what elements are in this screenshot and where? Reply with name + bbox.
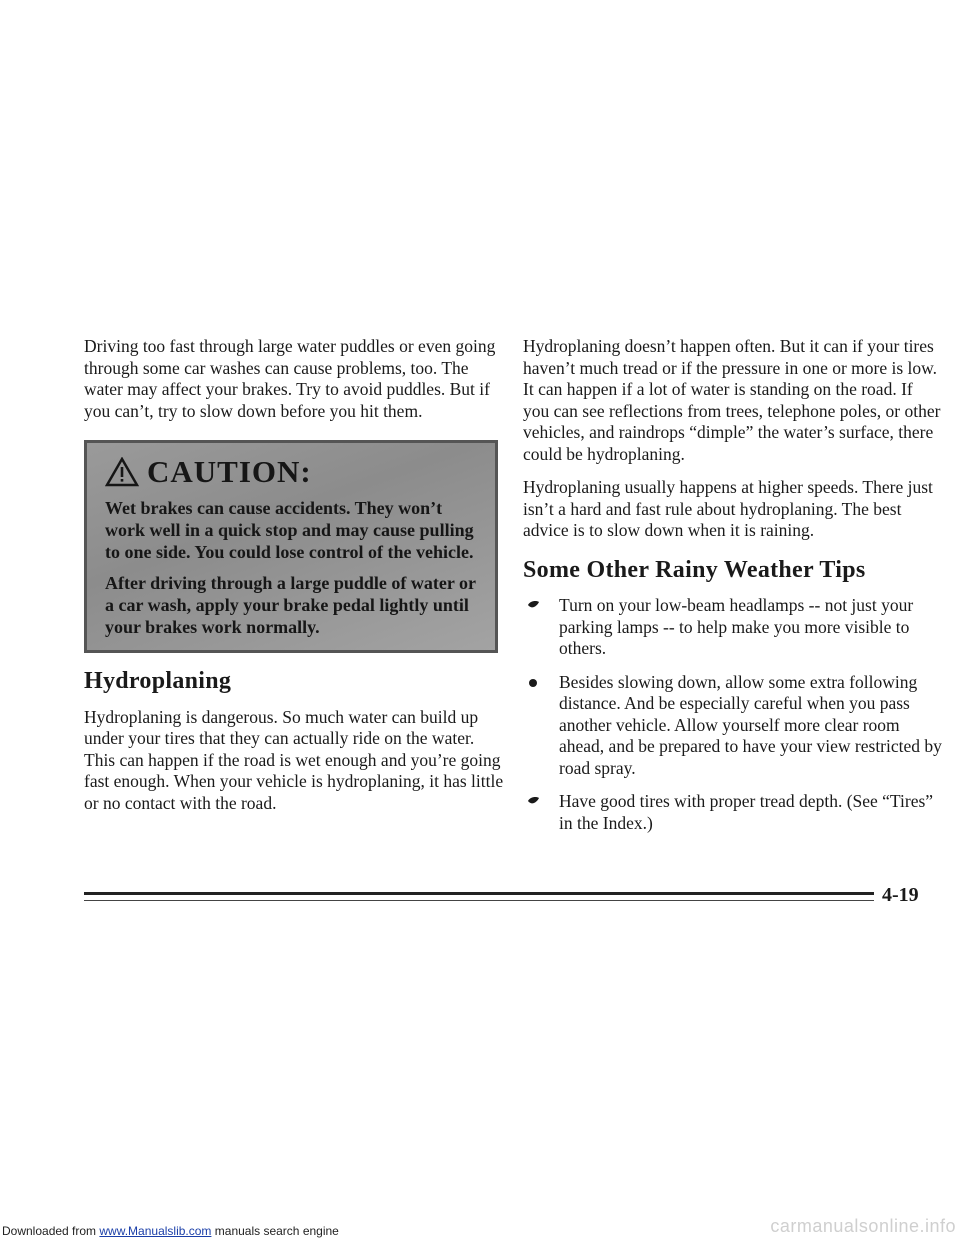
- tips-list: [523, 595, 943, 834]
- caution-title: CAUTION:: [147, 454, 312, 490]
- footer-rule-thin: [84, 900, 874, 901]
- download-footer: [2, 1224, 339, 1238]
- hydroplaning-paragraph: Hydroplaning is dangerous. So much water can build up under your tires that they can actually ride on the water. This can happen if the road is wet enough and you’re going fast enough. When your vehicle is hydroplaning, it has little or no contact with the road.: [84, 706, 504, 813]
- footer-rule-thick: [84, 892, 874, 895]
- bullet-icon: [527, 600, 540, 610]
- watermark: carmanualsonline.info: [770, 1216, 956, 1236]
- intro-paragraph: Driving too fast through large water puddles or even going through some car washes can cause problems, too. The water may affect your brakes. Try to avoid puddles. But if you can’t, try to slow down before you hit them.: [84, 336, 496, 421]
- list-item: [523, 791, 943, 834]
- footer-suffix: manuals search engine: [211, 1224, 339, 1238]
- list-item: [523, 672, 943, 780]
- hydroplaning-heading: Hydroplaning: [84, 668, 232, 694]
- list-item: [523, 595, 943, 660]
- tip-text-3: Have good tires with proper tread depth. (See “Tires” in the Index.): [559, 791, 934, 833]
- caution-paragraph-1: Wet brakes can cause accidents. They won’t work well in a quick stop and may cause pulling to one side. You could lose control of the vehicle.: [105, 498, 474, 562]
- right-paragraph-1: Hydroplaning doesn’t happen often. But it can if your tires haven’t much tread or if the pressure in one or more is low. It can happen if a lot of water is standing on the road. If you can see reflections from trees, telephone poles, or other vehicles, and raindrops “dimple” the water’s surface, there could be hydroplaning.: [523, 336, 941, 464]
- tip-text-1: Turn on your low-beam headlamps -- not just your parking lamps -- to help make you more visible to others.: [559, 595, 914, 658]
- rainy-tips-heading: Some Other Rainy Weather Tips: [523, 556, 866, 583]
- left-column: [84, 336, 504, 826]
- right-paragraph-2: Hydroplaning usually happens at higher speeds. There just isn’t a hard and fast rule about hydroplaning. The best advice is to slow down when it is raining.: [523, 477, 933, 540]
- caution-header: [105, 454, 477, 490]
- caution-paragraph-2: After driving through a large puddle of water or a car wash, apply your brake pedal lightly until your brakes work normally.: [105, 573, 476, 637]
- right-column: [523, 336, 943, 846]
- page-number: 4-19: [882, 884, 919, 906]
- tip-text-2: Besides slowing down, allow some extra following distance. And be especially careful when you pass another vehicle. Allow yourself more clear room ahead, and be prepared to have your view restricted by road spray.: [559, 671, 942, 778]
- bullet-icon: [527, 796, 540, 806]
- bullet-icon: [529, 679, 537, 687]
- warning-triangle-icon: [105, 457, 139, 487]
- caution-box: [84, 440, 498, 653]
- manualslib-link[interactable]: www.Manualslib.com: [99, 1224, 212, 1238]
- footer-prefix: Downloaded from: [2, 1224, 100, 1238]
